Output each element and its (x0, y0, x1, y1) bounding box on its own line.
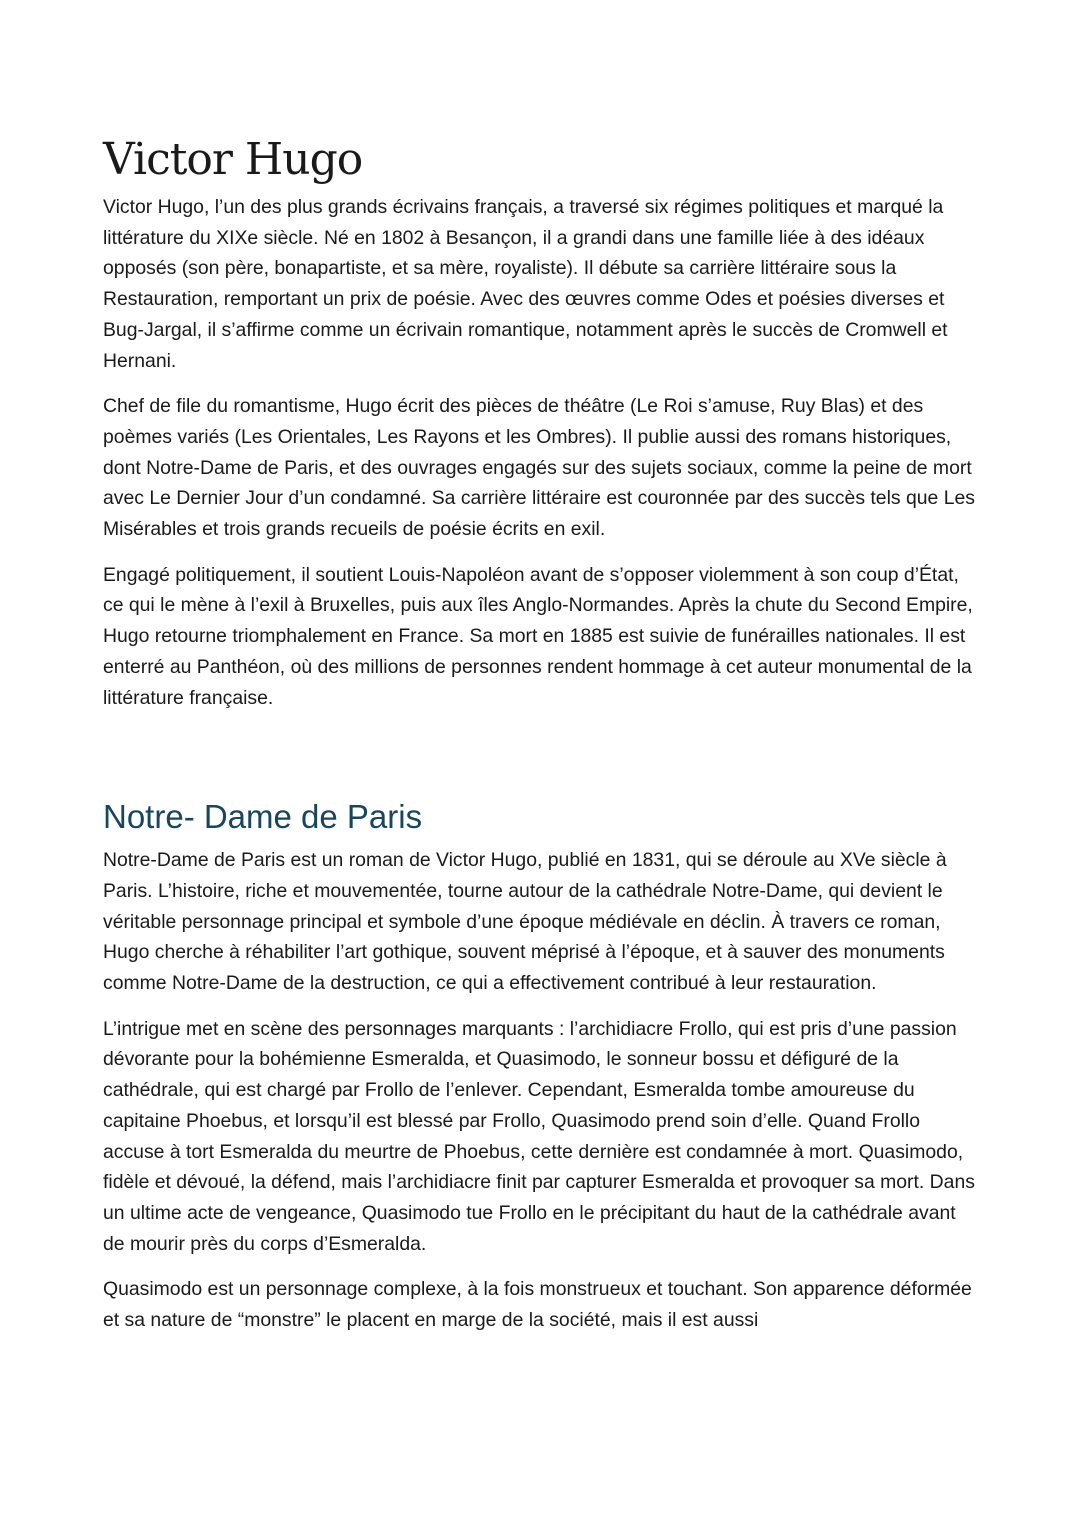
section-heading: Notre- Dame de Paris (103, 798, 423, 836)
section-paragraph-2: L’intrigue met en scène des personnages marquants : l’archidiacre Frollo, qui est pris d’une passion dévorante pour la bohémienne Esmeralda, et Quasimodo, le sonneur bossu et défiguré de la cathédrale, qui est chargé par Frollo de l’enlever. Cependant, Esmeralda tombe amoureuse du capitaine Phoebus, et lorsqu’il est blessé par Frollo, Quasimodo prend soin d’elle. Quand Frollo accuse à tort Esmeralda du meurtre de Phoebus, cette dernière est condamnée à mort. Quasimodo, fidèle et dévoué, la défend, mais l’archidiacre finit par capturer Esmeralda et provoquer sa mort. Dans un ultime acte de vengeance, Quasimodo tue Frollo en le précipitant du haut de la cathédrale avant de mourir près du corps d’Esmeralda. (103, 1017, 975, 1255)
intro-paragraph-2: Chef de file du romantisme, Hugo écrit des pièces de théâtre (Le Roi s’amuse, Ruy Blas) et des poèmes variés (Les Orientales, Les Rayons et les Ombres). Il publie aussi des romans historiques, dont Notre-Dame de Paris, et des ouvrages engagés sur des sujets sociaux, comme la peine de mort avec Le Dernier Jour d’un condamné. Sa carrière littéraire est couronnée par des succès tels que Les Misérables et trois grands recueils de poésie écrits en exil. (103, 395, 975, 541)
intro-paragraph-1: Victor Hugo, l’un des plus grands écrivains français, a traversé six régimes politiques et marqué la littérature du XIXe siècle. Né en 1802 à Besançon, il a grandi dans une famille liée à des idéaux opposés (son père, bonapartiste, et sa mère, royaliste). Il débute sa carrière littéraire sous la Restauration, remportant un prix de poésie. Avec des œuvres comme Odes et poésies diverses et Bug-Jargal, il s’affirme comme un écrivain romantique, notamment après le succès de Cromwell et Hernani. (103, 196, 948, 372)
intro-paragraph-3: Engagé politiquement, il soutient Louis-Napoléon avant de s’opposer violemment à son coup d’État, ce qui le mène à l’exil à Bruxelles, puis aux îles Anglo-Normandes. Après la chute du Second Empire, Hugo retourne triomphalement en France. Sa mort en 1885 est suivie de funérailles nationales. Il est enterré au Panthéon, où des millions de personnes rendent hommage à cet auteur monumental de la littérature française. (103, 563, 973, 709)
page-title: Victor Hugo (103, 134, 363, 185)
document-page (103, 128, 978, 1351)
section-paragraph-3: Quasimodo est un personnage complexe, à la fois monstrueux et touchant. Son apparence déformée et sa nature de “monstre” le placent en marge de la société, mais il est aussi (103, 1278, 972, 1332)
section-paragraph-1: Notre-Dame de Paris est un roman de Victor Hugo, publié en 1831, qui se déroule au XVe siècle à Paris. L’histoire, riche et mouvementée, tourne autour de la cathédrale Notre-Dame, qui devient le véritable personnage principal et symbole d’une époque médiévale en déclin. À travers ce roman, Hugo cherche à réhabiliter l’art gothique, souvent méprisé à l’époque, et à sauver des monuments comme Notre-Dame de la destruction, ce qui a effectivement contribué à leur restauration. (103, 849, 947, 995)
